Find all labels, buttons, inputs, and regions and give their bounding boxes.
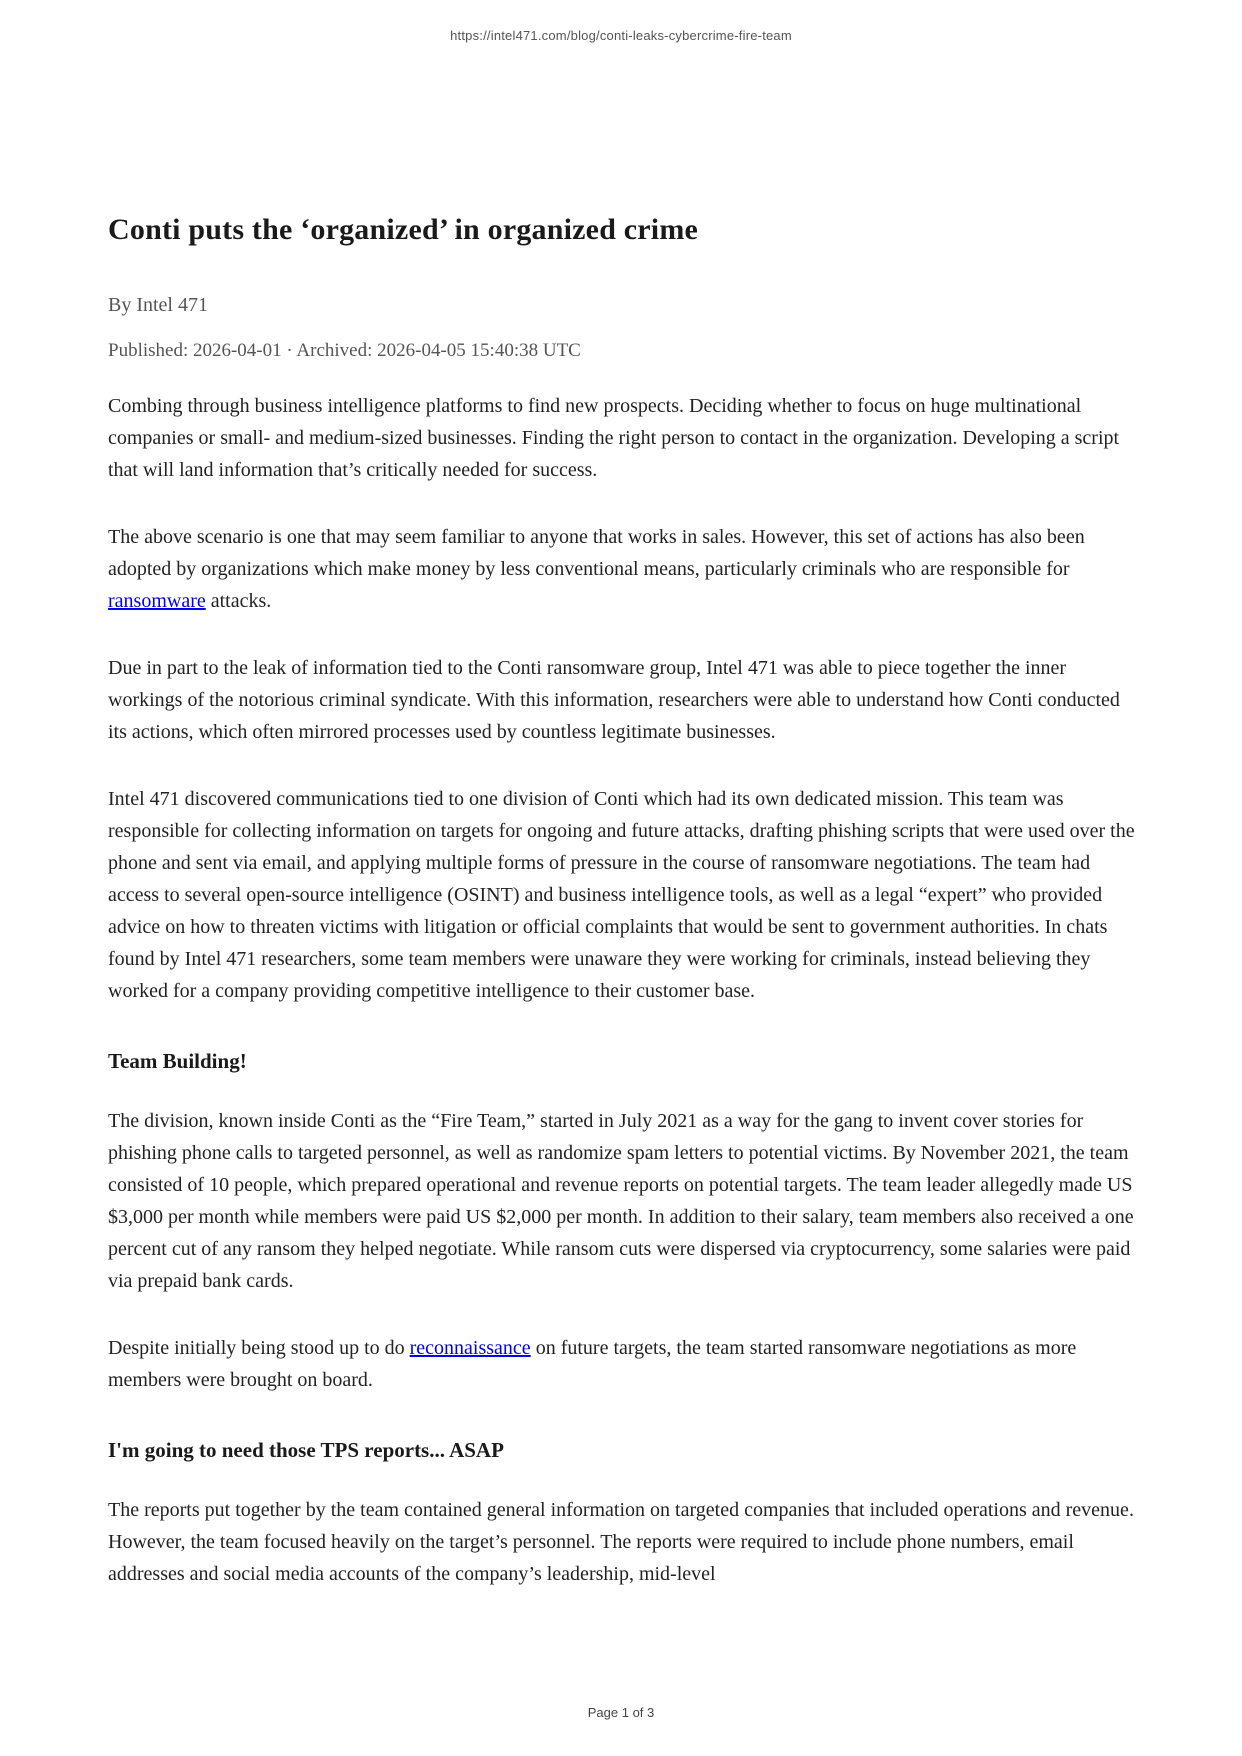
paragraph-conti-leak: Due in part to the leak of information tied to the Conti ransomware group, Intel 471 was able to piece together the inner workings of the notorious criminal syndicate. With this information, researchers were able to understand how Conti conducted its actions, which often mirrored processes used by countless legitimate businesses. [108,657,1120,743]
paragraph-fire-team-mission: Intel 471 discovered communications tied to one division of Conti which had its own dedicated mission. This team was responsible for collecting information on targets for ongoing and future attacks, drafting phishing scripts that were used over the phone and sent via email, and applying multiple forms of pressure in the course of ransomware negotiations. The team had access to several open-source intelligence (OSINT) and business intelligence tools, as well as a legal “expert” who provided advice on how to threaten victims with litigation or official complaints that would be sent to government authorities. In chats found by Intel 471 researchers, some team members were unaware they were working for criminals, instead believing they worked for a company providing competitive intelligence to their customer base. [108,788,1135,1002]
article-byline: By Intel 471 [108,294,208,316]
article-published-meta: Published: 2026-04-01 · Archived: 2026-04-05 15:40:38 UTC [108,340,581,361]
paragraph-recon-text: Despite initially being stood up to do [108,1337,410,1359]
print-header-url: https://intel471.com/blog/conti-leaks-cybercrime-fire-team [450,28,792,43]
page-number: Page 1 of 3 [587,1705,655,1720]
paragraph-scenario [108,521,1138,617]
paragraph-team-details: The division, known inside Conti as the “Fire Team,” started in July 2021 as a way for the gang to invent cover stories for phishing phone calls to targeted personnel, as well as randomize spam letters to potential victims. By November 2021, the team consisted of 10 people, which prepared operational and revenue reports on potential targets. The team leader allegedly made US $3,000 per month while members were paid US $2,000 per month. In addition to their salary, team members also received a one percent cut of any ransom they helped negotiate. While ransom cuts were dispersed via cryptocurrency, some salaries were paid via prepaid bank cards. [108,1110,1134,1292]
paragraph-scenario-text: The above scenario is one that may seem familiar to anyone that works in sales. However, this set of actions has also been adopted by organizations which make money by less conventional means, particularly criminals who are responsible for [108,526,1085,580]
section-heading-team-building: Team Building! [108,1049,247,1073]
article-title: Conti puts the ‘organized’ in organized crime [108,213,699,246]
section-heading-tps-reports: I'm going to need those TPS reports... ASAP [108,1438,504,1462]
article [108,210,1138,1625]
paragraph-recon-text-after: on future targets, the team started ransomware negotiations as more members were brought on board. [108,1337,1077,1391]
paragraph-intro: Combing through business intelligence platforms to find new prospects. Deciding whether to focus on huge multinational companies or small- and medium-sized businesses. Finding the right person to contact in the organization. Developing a script that will land information that’s critically needed for success. [108,395,1120,481]
ransomware-link[interactable]: ransomware [108,590,206,612]
paragraph-scenario-text-after: attacks. [205,590,272,612]
reconnaissance-link[interactable]: reconnaissance [409,1337,531,1359]
paragraph-reports: The reports put together by the team contained general information on targeted companies that included operations and revenue. However, the team focused heavily on the target’s personnel. The reports were required to include phone numbers, email addresses and social media accounts of the company’s leadership, mid-level [108,1499,1134,1585]
paragraph-recon [108,1332,1138,1396]
